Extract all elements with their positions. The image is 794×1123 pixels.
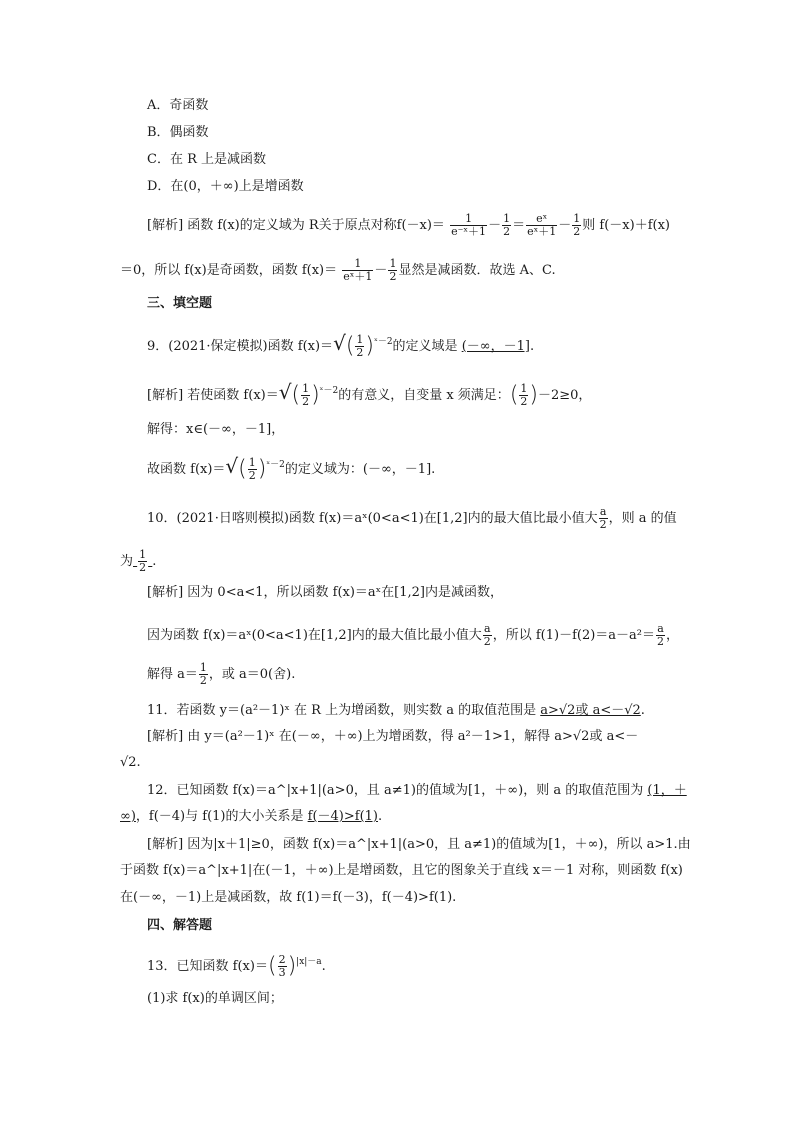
- fraction: $\frac{1}{\text{eˣ＋1}}$: [343, 257, 373, 283]
- q9-solution-line3: 故函数 f(x)＝√( $\frac{1}{2}$ )$^{ˣ-2}$的定义域为：(－∞，－1].: [147, 454, 436, 482]
- option-a: A．奇函数: [147, 98, 209, 113]
- q9-stem: 9．(2021·保定模拟)函数 f(x)＝√( $\frac{1}{2}$ )$^{ˣ-2}$的定义域是 (－∞，－1].: [147, 331, 535, 359]
- fraction: $\frac{1}{\text{e⁻ˣ＋1}}$: [451, 212, 487, 238]
- q11-stem: 11．若函数 y＝(a²－1)ˣ 在 R 上为增函数，则实数 a 的取值范围是 a>√2或 a<－√2.: [147, 703, 645, 718]
- section-heading: 四、解答题: [147, 918, 213, 933]
- q8-solution-line1: [解析] 函数 f(x)的定义域为 R关于原点对称f(－x)＝ $\frac{1}{\text{e⁻ˣ＋1}}$ － $\frac{1}{2}$ ＝ $\frac{\text{eˣ}}{\text{eˣ＋1}}$ － $\frac{1}{2}$ 则 f(－x)＋f(x): [147, 212, 670, 238]
- q10-solution-line1: [解析] 因为 0<a<1，所以函数 f(x)＝aˣ在[1,2]内是减函数，: [147, 585, 504, 600]
- option-c: C．在 R 上是减函数: [147, 152, 266, 167]
- fraction: $\frac{\text{eˣ}}{\text{eˣ＋1}}$: [527, 212, 557, 238]
- answer-blank: $\frac{1}{2}$: [139, 548, 147, 574]
- q12-solution-line3: 在(－∞，－1)上是减函数，故 f(1)＝f(－3)，f(－4)>f(1).: [120, 890, 457, 905]
- option-d: D．在(0，＋∞)上是增函数: [147, 179, 304, 194]
- answer-blank: (1，＋: [647, 783, 687, 798]
- q10-solution-line3: 解得 a＝ $\frac{1}{2}$ ，或 a＝0(舍).: [147, 661, 296, 687]
- q10-stem: 10．(2021·日喀则模拟)函数 f(x)＝aˣ(0<a<1)在[1,2]内的最大值比最小值大 $\frac{a}{2}$ ，则 a 的值: [147, 505, 677, 531]
- q10-solution-line2: 因为函数 f(x)＝aˣ(0<a<1)在[1,2]内的最大值比最小值大 $\frac{a}{2}$ ，所以 f(1)－f(2)＝a－a²＝ $\frac{a}{2}$ ，: [147, 622, 680, 648]
- q12-stem-line2: ∞)，f(－4)与 f(1)的大小关系是 f(－4)>f(1).: [120, 809, 383, 824]
- answer-blank: (－∞，－1]: [461, 339, 530, 354]
- q12-solution-line2: 于函数 f(x)＝a^|x+1|在(－1，＋∞)上是增函数，且它的图象关于直线 x＝－1 对称，则函数 f(x): [120, 863, 683, 878]
- q10-stem-line2: 为 $\frac{1}{2}$ .: [120, 548, 157, 574]
- q9-solution-line1: [解析] 若使函数 f(x)＝√( $\frac{1}{2}$ )$^{ˣ-2}$的有意义，自变量 x 须满足：( $\frac{1}{2}$ )－2≥0，: [147, 380, 592, 408]
- q12-solution-line1: [解析] 因为|x＋1|≥0，函数 f(x)＝a^|x+1|(a>0，且 a≠1)的值域为[1，＋∞)，所以 a>1.由: [147, 837, 691, 852]
- q9-solution-line2: 解得：x∈(－∞，－1]，: [147, 422, 285, 437]
- fraction: $\frac{1}{2}$: [389, 257, 397, 283]
- answer-blank: a>√2或 a<－√2: [540, 703, 641, 718]
- answer-blank: f(－4)>f(1): [307, 809, 378, 824]
- q8-solution-line2: ＝0，所以 f(x)是奇函数，函数 f(x)＝ $\frac{1}{\text{eˣ＋1}}$ － $\frac{1}{2}$ 显然是减函数．故选 A、C.: [120, 257, 556, 283]
- q11-solution-line2: √2.: [120, 755, 141, 770]
- solution-tag: [解析]: [147, 218, 184, 233]
- q12-stem: 12．已知函数 f(x)＝a^|x+1|(a>0，且 a≠1)的值域为[1，＋∞)，则 a 的取值范围为 (1，＋: [147, 783, 687, 798]
- section-heading: 三、填空题: [147, 296, 213, 311]
- q13-part1: (1)求 f(x)的单调区间；: [147, 991, 283, 1006]
- q11-solution: [解析] 由 y＝(a²－1)ˣ 在(－∞，＋∞)上为增函数，得 a²－1>1，解得 a>√2或 a<－: [147, 729, 639, 744]
- fraction: $\frac{1}{2}$: [573, 212, 581, 238]
- option-b: B．偶函数: [147, 125, 209, 140]
- fraction: $\frac{1}{2}$: [503, 212, 511, 238]
- q13-stem: 13．已知函数 f(x)＝( $\frac{2}{3}$ )$^{|x|-a}$.: [147, 953, 326, 979]
